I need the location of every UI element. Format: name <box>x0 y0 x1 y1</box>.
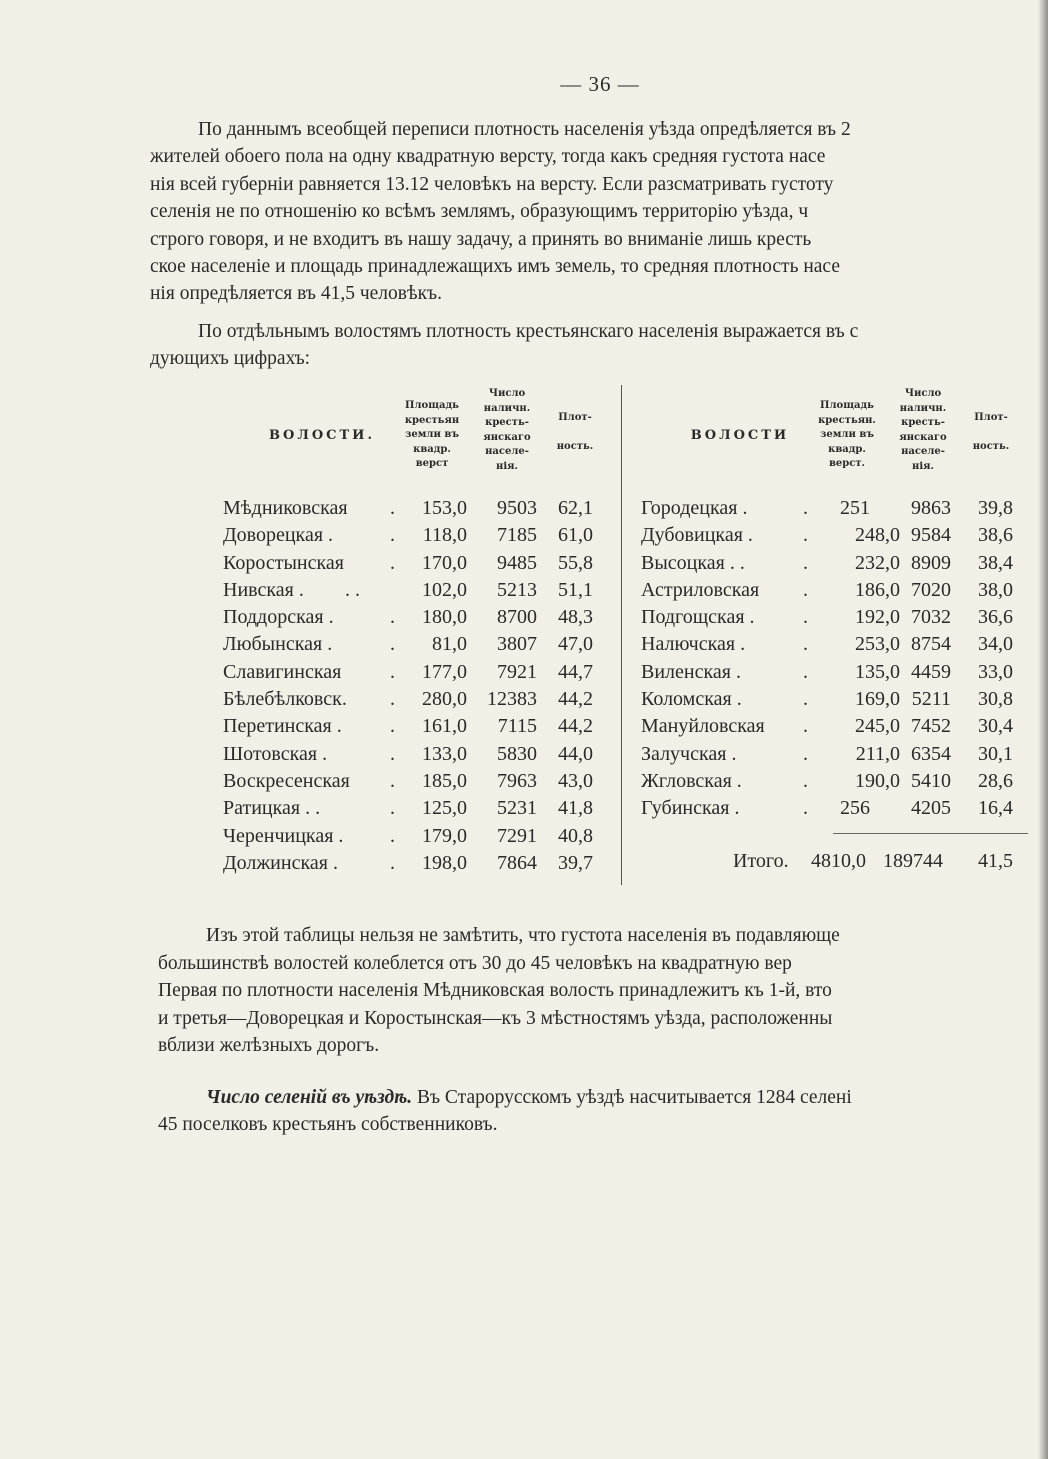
table-row <box>215 659 615 686</box>
text-run: Въ Старорусскомъ уѣздѣ насчитывается 1284 селені <box>412 1087 852 1108</box>
header-line: земли въ <box>405 429 459 440</box>
leader-dots: . <box>803 497 808 519</box>
header-line: наличн. <box>483 402 531 414</box>
header-line: ность. <box>556 440 594 452</box>
population-value: 7020 <box>911 578 951 601</box>
header-line: Плот- <box>974 412 1008 423</box>
volost-name: Высоцкая . . <box>641 551 745 574</box>
header-line: Число <box>488 388 526 399</box>
leader-dots: . <box>803 688 808 711</box>
header-line: наличн. <box>899 402 947 414</box>
leader-dots: . <box>390 851 395 874</box>
paragraph-table-analysis <box>158 922 1048 1060</box>
density-value: 28,6 <box>978 769 1013 792</box>
total-area: 4810,0 <box>811 850 866 872</box>
area-value: 256 <box>840 797 870 820</box>
table-row <box>215 522 615 549</box>
density-value: 34,0 <box>978 633 1013 656</box>
header-line: кресть- <box>485 417 529 428</box>
leader-dots: . <box>803 633 808 656</box>
volost-name: Должинская . <box>223 851 338 874</box>
volost-name: Губинская . <box>641 797 740 820</box>
density-value: 41,8 <box>558 797 593 820</box>
text-line: большинствѣ волостей колеблется отъ 30 до 45 человѣкъ на квадратную вер <box>158 952 792 974</box>
volost-name: Доворецкая . <box>223 524 334 547</box>
leader-dots: . <box>390 688 395 711</box>
volost-name: Коломская . <box>641 688 742 711</box>
paragraph-density-intro <box>150 116 1048 308</box>
paragraph-table-intro <box>150 318 1048 373</box>
population-value: 5231 <box>497 797 537 820</box>
table-row <box>215 768 615 795</box>
text-line: строго говоря, и не входитъ въ нашу задачу, а принять во вниманіе лишь кресть <box>150 228 812 250</box>
table-row <box>633 741 1028 768</box>
header-line: Площадь <box>405 400 459 411</box>
table-row <box>633 522 1028 549</box>
text-line: ское населеніе и площадь принадлежащихъ имъ земель, то средняя плотность насе <box>150 256 840 278</box>
table-row <box>633 495 1028 522</box>
volost-name: Шотовская . <box>223 742 328 765</box>
leader-dots: . <box>803 606 808 629</box>
population-value: 4205 <box>911 797 951 820</box>
population-value: 9863 <box>911 497 951 519</box>
volost-name: Славигинская <box>223 660 342 683</box>
density-value: 30,8 <box>978 688 1013 711</box>
population-value: 7032 <box>911 606 951 629</box>
header-line: крестьян. <box>818 414 876 426</box>
population-value: 4459 <box>911 660 951 683</box>
population-value: 5830 <box>497 742 537 765</box>
table-row <box>633 550 1028 577</box>
leader-dots: . <box>390 797 395 820</box>
header-population <box>891 387 955 487</box>
header-line: нія. <box>912 460 934 472</box>
density-value: 48,3 <box>558 606 593 629</box>
area-value: 232,0 <box>855 551 900 574</box>
table-row <box>215 495 615 522</box>
total-population: 189744 <box>883 850 943 872</box>
header-line: Площадь <box>820 400 874 411</box>
volost-name: Налючская . <box>641 633 746 656</box>
population-value: 7452 <box>911 715 951 738</box>
volost-name: Нивская . <box>223 578 304 601</box>
header-line: квадр. <box>828 443 866 455</box>
table-row <box>215 686 615 713</box>
total-label: Итого. <box>733 850 789 872</box>
table-row <box>215 741 615 768</box>
density-value: 38,0 <box>978 578 1013 601</box>
area-value: 280,0 <box>422 688 467 711</box>
header-volost: ВОЛОСТИ <box>690 428 790 443</box>
area-value: 180,0 <box>422 606 467 629</box>
density-value: 36,6 <box>978 606 1013 629</box>
table-row <box>215 795 615 822</box>
density-value: 55,8 <box>558 551 593 574</box>
text-line: вблизи желѣзныхъ дорогъ. <box>158 1035 380 1056</box>
leader-dots: . <box>390 524 395 547</box>
density-value: 40,8 <box>558 824 593 847</box>
area-value: 161,0 <box>422 715 467 738</box>
area-value: 133,0 <box>422 742 467 765</box>
text-line: По даннымъ всеобщей переписи плотность населенія уѣзда опредѣляется въ 2 <box>198 119 851 140</box>
area-value: 153,0 <box>422 497 467 519</box>
header-line: янскаго <box>899 431 947 443</box>
paragraph-settlements <box>158 1084 1048 1139</box>
header-line: крестьян <box>404 414 460 426</box>
leader-dots: . <box>803 797 808 820</box>
area-value: 169,0 <box>855 688 900 711</box>
population-value: 9485 <box>497 551 537 574</box>
density-value: 38,6 <box>978 524 1013 547</box>
header-line: Плот- <box>558 412 592 423</box>
volost-name: Мѣдниковская <box>223 497 348 519</box>
volost-name: Виленская . <box>641 660 741 683</box>
density-value: 47,0 <box>558 633 593 656</box>
table-row <box>633 795 1028 822</box>
total-rule <box>833 833 1028 834</box>
density-value: 44,2 <box>558 688 593 711</box>
population-value: 7185 <box>497 524 537 547</box>
area-value: 118,0 <box>422 524 467 547</box>
population-value: 9584 <box>911 524 951 547</box>
table-row <box>633 631 1028 658</box>
area-value: 251 <box>840 497 870 519</box>
density-value: 39,7 <box>558 851 593 874</box>
leader-dots: . <box>390 633 395 656</box>
leader-dots: . . <box>345 578 360 601</box>
area-value: 248,0 <box>855 524 900 547</box>
volost-density-table <box>215 385 1020 885</box>
header-line: земли въ <box>820 429 874 440</box>
leader-dots: . <box>390 715 395 738</box>
text-line: нія всей губерніи равняется 13.12 человѣкъ на версту. Если разсматривать густоту <box>150 173 834 195</box>
volost-name: Ратицкая . . <box>223 797 321 820</box>
density-value: 43,0 <box>558 769 593 792</box>
volost-name: Астриловская <box>641 578 760 601</box>
volost-name: Дубовицкая . <box>641 524 753 547</box>
area-value: 253,0 <box>855 633 900 656</box>
section-heading-italic: Число селеній въ уѣздѣ. <box>206 1087 413 1108</box>
text-line: дующихъ цифрахъ: <box>150 348 311 370</box>
population-value: 7921 <box>497 660 537 683</box>
population-value: 7864 <box>497 851 537 874</box>
density-value: 16,4 <box>978 797 1013 820</box>
population-value: 6354 <box>911 742 951 765</box>
header-area <box>397 399 467 499</box>
table-row <box>633 659 1028 686</box>
header-line: ность. <box>972 440 1010 452</box>
leader-dots: . <box>803 524 808 547</box>
density-value: 33,0 <box>978 660 1013 683</box>
leader-dots: . <box>390 497 395 519</box>
population-value: 5213 <box>497 578 537 601</box>
volost-name: Воскресенская <box>223 769 350 792</box>
volost-name: Перетинская . <box>223 715 342 738</box>
density-value: 61,0 <box>558 524 593 547</box>
table-row <box>215 823 615 850</box>
leader-dots: . <box>390 742 395 765</box>
header-population <box>475 387 539 487</box>
table-row <box>215 850 615 877</box>
volost-name: Подгощская . <box>641 606 755 629</box>
volost-name: Городецкая . <box>641 497 748 519</box>
leader-dots: . <box>803 660 808 683</box>
header-line: кресть- <box>901 417 945 428</box>
density-value: 38,4 <box>978 551 1013 574</box>
density-value: 30,1 <box>978 742 1013 765</box>
header-line: янскаго <box>483 431 531 443</box>
population-value: 8700 <box>497 606 537 629</box>
page-number: — 36 — <box>560 72 640 96</box>
population-value: 7291 <box>497 824 537 847</box>
table-row <box>633 577 1028 604</box>
table-row <box>215 631 615 658</box>
population-value: 3807 <box>497 633 537 656</box>
header-line: Число <box>904 388 942 399</box>
area-value: 135,0 <box>855 660 900 683</box>
text-line: По отдѣльнымъ волостямъ плотность крестьянскаго населенія выражается въ с <box>198 321 859 342</box>
column-divider <box>621 385 622 885</box>
density-value: 44,7 <box>558 660 593 683</box>
area-value: 245,0 <box>855 715 900 738</box>
volost-name: Черенчицкая . <box>223 824 344 847</box>
header-line: верст <box>415 458 449 469</box>
leader-dots: . <box>803 578 808 601</box>
density-value: 44,0 <box>558 742 593 765</box>
table-row <box>633 686 1028 713</box>
area-value: 102,0 <box>422 578 467 601</box>
table-row <box>215 577 615 604</box>
population-value: 8754 <box>911 633 951 656</box>
density-value: 39,8 <box>978 497 1013 519</box>
volost-name: Любынская . <box>223 633 333 656</box>
area-value: 198,0 <box>422 851 467 874</box>
area-value: 81,0 <box>432 633 467 656</box>
density-value: 44,2 <box>558 715 593 738</box>
area-value: 190,0 <box>855 769 900 792</box>
total-density: 41,5 <box>978 850 1013 872</box>
table-row <box>215 713 615 740</box>
text-line: селенія не по отношенію ко всѣмъ землямъ, образующимъ территорію уѣзда, ч <box>150 201 809 223</box>
table-left-rows <box>215 495 615 877</box>
table-row <box>215 550 615 577</box>
text-line: Первая по плотности населенія Мѣдниковская волость принадлежитъ къ 1-й, вто <box>158 980 832 1001</box>
leader-dots: . <box>390 551 395 574</box>
text-line: и третья—Доворецкая и Коростынская—къ 3 мѣстностямъ уѣзда, расположенны <box>158 1007 833 1029</box>
table-row <box>633 768 1028 795</box>
area-value: 185,0 <box>422 769 467 792</box>
density-value: 62,1 <box>558 497 593 519</box>
volost-name: Мануйловская <box>641 715 765 738</box>
density-value: 51,1 <box>558 578 593 601</box>
table-row <box>633 604 1028 631</box>
leader-dots: . <box>390 660 395 683</box>
leader-dots: . <box>390 769 395 792</box>
leader-dots: . <box>803 715 808 738</box>
text-line: нія опредѣляется въ 41,5 человѣкъ. <box>150 283 443 305</box>
leader-dots: . <box>803 769 808 792</box>
text-line: 45 поселковъ крестьянъ собственниковъ. <box>158 1114 498 1136</box>
volost-name: Жгловская . <box>641 769 742 792</box>
leader-dots: . <box>803 551 808 574</box>
area-value: 186,0 <box>855 578 900 601</box>
area-value: 192,0 <box>855 606 900 629</box>
area-value: 125,0 <box>422 797 467 820</box>
header-line: населе- <box>901 446 945 457</box>
population-value: 5211 <box>911 688 951 711</box>
header-area <box>811 399 883 499</box>
header-line: нія. <box>496 460 518 472</box>
population-value: 12383 <box>487 688 537 711</box>
population-value: 7115 <box>497 715 537 738</box>
text-line: Изъ этой таблицы нельзя не замѣтить, что густота населенія въ подавляюще <box>206 925 840 946</box>
volost-name: Поддорская . <box>223 606 334 629</box>
table-row <box>633 713 1028 740</box>
area-value: 177,0 <box>422 660 467 683</box>
leader-dots: . <box>390 606 395 629</box>
population-value: 5410 <box>911 769 951 792</box>
text-line <box>158 1084 1048 1111</box>
area-value: 211,0 <box>855 742 900 765</box>
leader-dots: . <box>803 742 808 765</box>
header-line: населе- <box>485 446 529 457</box>
area-value: 170,0 <box>422 551 467 574</box>
volost-name: Коростынская <box>223 551 344 574</box>
population-value: 7963 <box>497 769 537 792</box>
area-value: 179,0 <box>422 824 467 847</box>
header-line: верст. <box>828 458 866 469</box>
text-line: жителей обоего пола на одну квадратную версту, тогда какъ средняя густота насе <box>150 146 826 168</box>
population-value: 8909 <box>911 551 951 574</box>
volost-name: Залучская . <box>641 742 737 765</box>
density-value: 30,4 <box>978 715 1013 738</box>
header-volost: ВОЛОСТИ. <box>269 428 375 443</box>
header-line: квадр. <box>413 443 451 455</box>
table-right-rows <box>633 495 1028 823</box>
volost-name: Бѣлебѣлковск. <box>223 688 347 711</box>
population-value: 9503 <box>497 497 537 519</box>
table-row <box>215 604 615 631</box>
total-row <box>633 847 1028 875</box>
leader-dots: . <box>390 824 395 847</box>
